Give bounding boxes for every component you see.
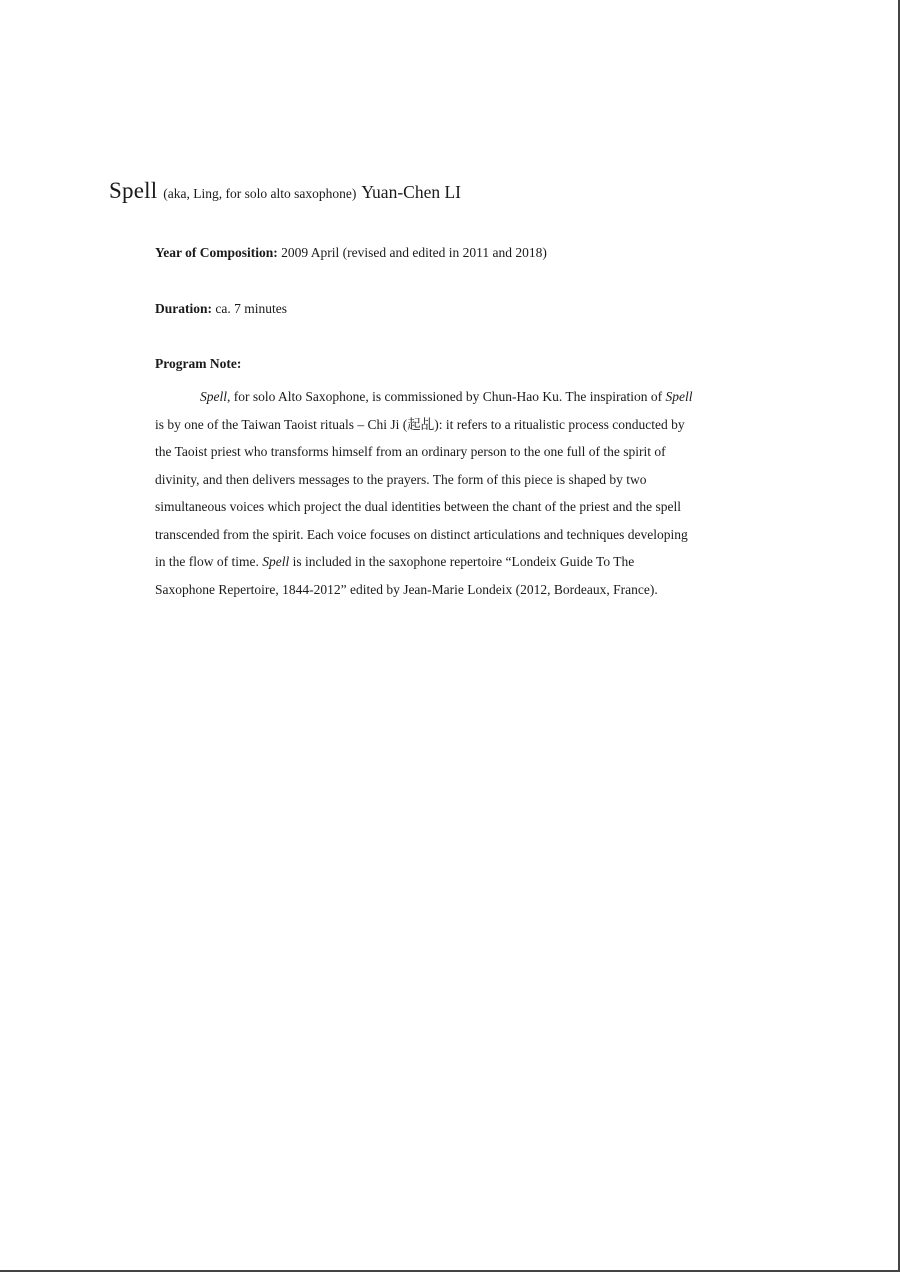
note-line: Spell, for solo Alto Saxophone, is commissioned by Chun-Hao Ku. The inspiration of Spell: [200, 389, 693, 404]
title-line: [109, 178, 461, 204]
note-line: transcended from the spirit. Each voice focuses on distinct articulations and techniques developing: [155, 526, 688, 542]
note-line: the Taoist priest who transforms himself from an ordinary person to the one full of the spirit of: [155, 444, 666, 459]
year-value: 2009 April (revised and edited in 2011 and 2018): [281, 245, 547, 260]
year-of-composition: [155, 245, 547, 261]
piece-title: Spell: [109, 178, 158, 203]
note-line: simultaneous voices which project the dual identities between the chant of the priest and the spell: [155, 499, 681, 514]
duration-label: Duration:: [155, 301, 212, 316]
note-line: is by one of the Taiwan Taoist rituals – Chi Ji (起乩): it refers to a ritualistic process conducted by: [155, 416, 685, 432]
year-label: Year of Composition:: [155, 245, 278, 260]
duration: [155, 301, 287, 317]
piece-subtitle: (aka, Ling, for solo alto saxophone): [163, 186, 357, 201]
note-line: Saxophone Repertoire, 1844-2012” edited by Jean-Marie Londeix (2012, Bordeaux, France).: [155, 581, 658, 597]
note-line: divinity, and then delivers messages to the prayers. The form of this piece is shaped by two: [155, 471, 647, 487]
program-note-label: Program Note:: [155, 356, 242, 371]
duration-value: ca. 7 minutes: [215, 301, 287, 316]
note-line: in the flow of time. Spell is included in the saxophone repertoire “Londeix Guide To The: [155, 554, 635, 569]
program-note-body: [155, 383, 745, 603]
composer-name: Yuan-Chen LI: [361, 182, 461, 202]
